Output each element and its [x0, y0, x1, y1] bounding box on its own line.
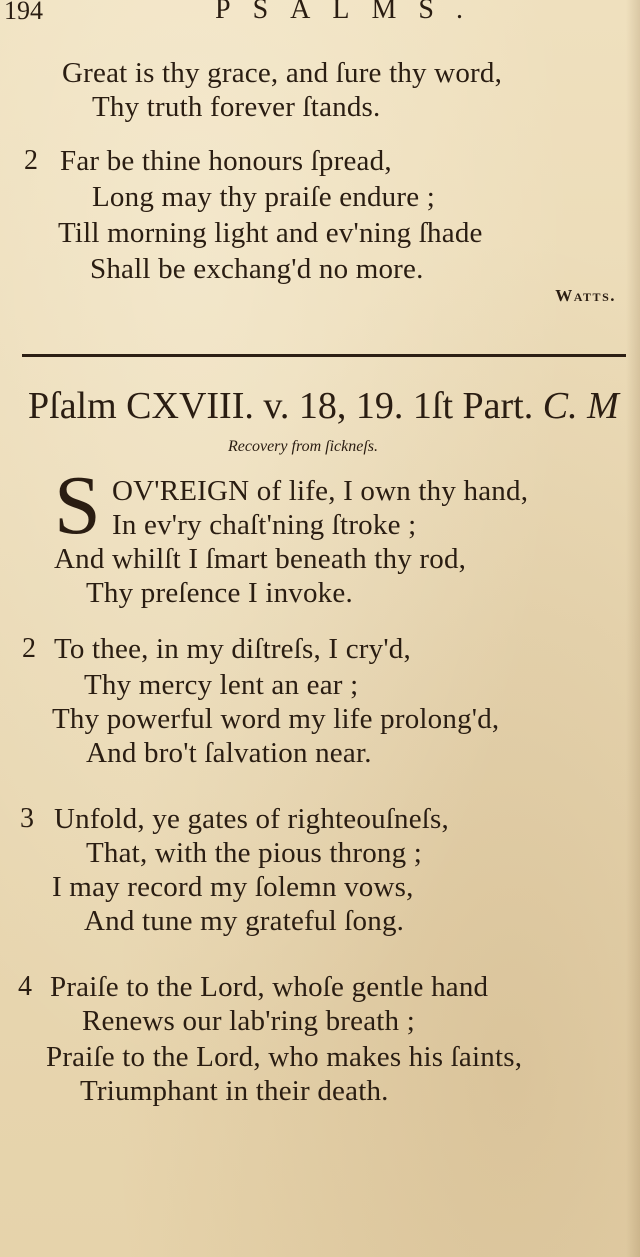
- page-number: 194: [4, 0, 43, 25]
- verse-line: And bro't ſalvation near.: [86, 737, 372, 769]
- drop-cap: S: [54, 459, 101, 552]
- verse-line: Praiſe to the Lord, whoſe gentle hand: [50, 971, 489, 1003]
- psalm-title: [28, 384, 619, 428]
- verse-line: And tune my grateful ſong.: [84, 905, 405, 937]
- verse-line: Unfold, ye gates of righteouſneſs,: [54, 803, 449, 835]
- stanza-number: 2: [24, 145, 38, 176]
- verse-line: That, with the pious throng ;: [86, 837, 423, 869]
- verse-line: Thy truth forever ſtands.: [92, 91, 381, 123]
- psalm-meter: C. M: [542, 385, 619, 427]
- verse-line: Triumphant in their death.: [80, 1075, 389, 1107]
- stanza-number: 4: [18, 971, 32, 1002]
- stanza-number: 3: [20, 803, 34, 834]
- verse-line: And whilſt I ſmart beneath thy rod,: [54, 543, 467, 575]
- verse-line: Great is thy grace, and ſure thy word,: [62, 57, 503, 89]
- section-divider-rule: [22, 354, 626, 357]
- hymn-attribution: Watts.: [555, 286, 616, 305]
- verse-line: Till morning light and ev'ning ſhade: [58, 217, 483, 249]
- page-edge-shadow: [626, 0, 640, 1257]
- verse-line: Far be thine honours ſpread,: [60, 145, 392, 177]
- verse-line: Renews our lab'ring breath ;: [82, 1005, 415, 1037]
- verse-line: Praiſe to the Lord, who makes his ſaints,: [46, 1041, 523, 1073]
- verse-line: Thy powerful word my life prolong'd,: [52, 703, 500, 735]
- psalm-subtitle: Recovery from ſickneſs.: [228, 438, 379, 455]
- verse-line: To thee, in my diſtreſs, I cry'd,: [54, 633, 411, 665]
- stanza-number: 2: [22, 633, 36, 664]
- verse-line: Thy mercy lent an ear ;: [84, 669, 359, 701]
- verse-line: Thy preſence I invoke.: [86, 577, 353, 609]
- verse-line: Shall be exchang'd no more.: [90, 253, 424, 285]
- verse-line: Long may thy praiſe endure ;: [92, 181, 436, 213]
- verse-line: In ev'ry chaſt'ning ſtroke ;: [112, 509, 417, 541]
- running-title: PSALMS.: [215, 0, 485, 25]
- psalm-title-text: Pſalm CXVIII. v. 18, 19. 1ſt Part.: [28, 385, 534, 427]
- verse-line: OV'REIGN of life, I own thy hand,: [112, 475, 529, 507]
- verse-line: I may record my ſolemn vows,: [52, 871, 414, 903]
